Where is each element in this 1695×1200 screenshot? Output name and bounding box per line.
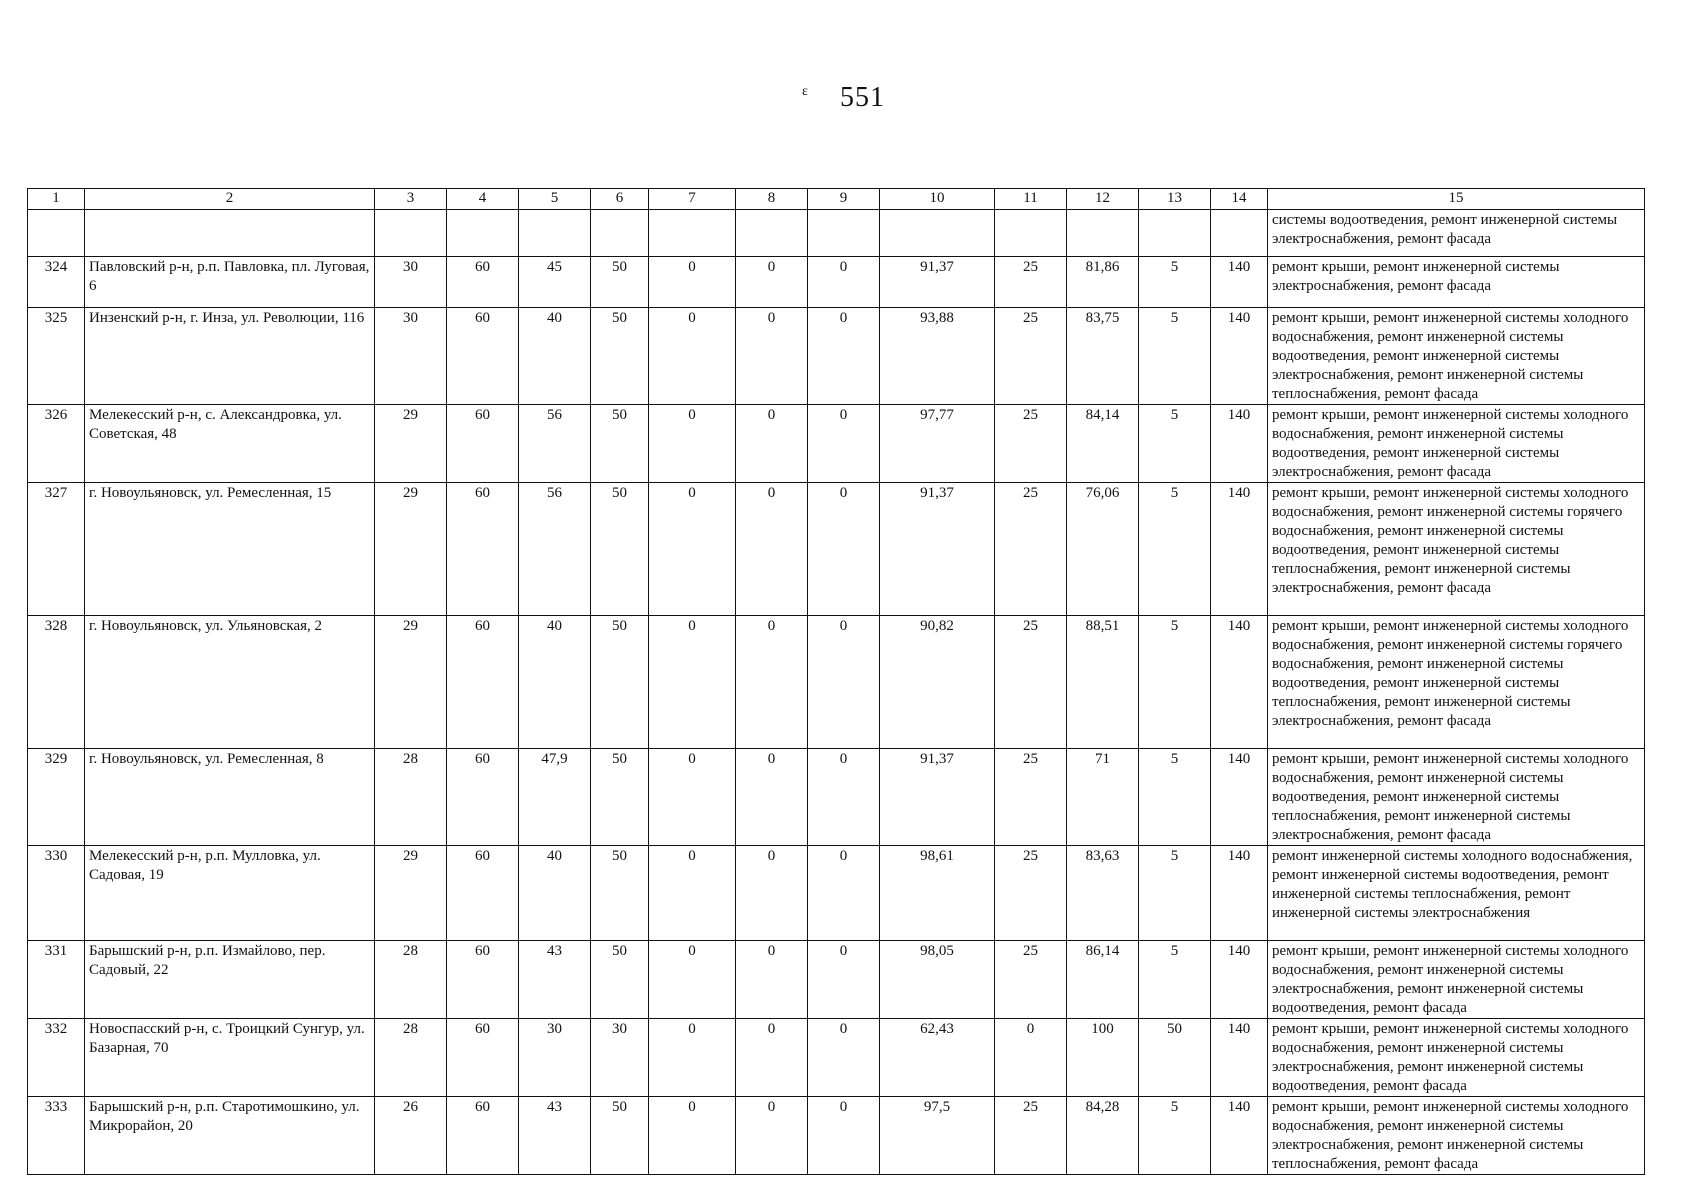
column-number: 15 <box>1268 189 1645 210</box>
column-number: 5 <box>519 189 591 210</box>
table-row <box>28 257 1645 308</box>
cell-value: 83,63 <box>1067 846 1139 941</box>
cell-value: 5 <box>1139 846 1211 941</box>
cell-value: 5 <box>1139 483 1211 616</box>
cell-row-number: 325 <box>28 308 85 405</box>
cell-row-number: 332 <box>28 1019 85 1097</box>
cell-value: 98,61 <box>880 846 995 941</box>
cell-value: 25 <box>995 405 1067 483</box>
cell-address: Мелекесский р-н, р.п. Мулловка, ул. Садовая, 19 <box>85 846 375 941</box>
cell-row-number: 324 <box>28 257 85 308</box>
cell-value: 60 <box>447 749 519 846</box>
cell-value: 29 <box>375 846 447 941</box>
cell-value: 62,43 <box>880 1019 995 1097</box>
cell-value: 140 <box>1211 846 1268 941</box>
cell-value: 5 <box>1139 405 1211 483</box>
cell-value: 0 <box>808 616 880 749</box>
cell-value: 50 <box>591 846 649 941</box>
cell-works: ремонт крыши, ремонт инженерной системы холодного водоснабжения, ремонт инженерной системы водоотведения, ремонт инженерной системы электроснабжения, ремонт инженерной системы теплоснабжения, ремонт фасада <box>1268 308 1645 405</box>
cell-value: 0 <box>736 1019 808 1097</box>
table-row <box>28 1019 1645 1097</box>
cell-value: 71 <box>1067 749 1139 846</box>
cell-value: 5 <box>1139 749 1211 846</box>
column-number: 8 <box>736 189 808 210</box>
cell-value: 0 <box>649 941 736 1019</box>
table-row <box>28 483 1645 616</box>
cell-value: 5 <box>1139 941 1211 1019</box>
column-number: 11 <box>995 189 1067 210</box>
cell-works: ремонт крыши, ремонт инженерной системы холодного водоснабжения, ремонт инженерной системы водоотведения, ремонт инженерной системы электроснабжения, ремонт фасада <box>1268 405 1645 483</box>
cell-value: 0 <box>736 257 808 308</box>
cell-value: 84,28 <box>1067 1097 1139 1175</box>
cell-value: 97,77 <box>880 405 995 483</box>
cell-value: 0 <box>736 749 808 846</box>
page-number: 551 <box>840 82 885 113</box>
cell-value: 50 <box>591 1097 649 1175</box>
cell-works: ремонт крыши, ремонт инженерной системы холодного водоснабжения, ремонт инженерной системы водоотведения, ремонт инженерной системы теплоснабжения, ремонт инженерной системы электроснабжения, ремонт фасада <box>1268 749 1645 846</box>
cell-value: 0 <box>736 405 808 483</box>
cell-value: 50 <box>1139 1019 1211 1097</box>
cell-value: 50 <box>591 749 649 846</box>
cell-value: 91,37 <box>880 483 995 616</box>
cell-address: Инзенский р-н, г. Инза, ул. Революции, 116 <box>85 308 375 405</box>
column-number: 1 <box>28 189 85 210</box>
cell-value: 0 <box>808 405 880 483</box>
cell-works: ремонт крыши, ремонт инженерной системы холодного водоснабжения, ремонт инженерной системы электроснабжения, ремонт инженерной системы теплоснабжения, ремонт фасада <box>1268 1097 1645 1175</box>
cell-address: г. Новоульяновск, ул. Ремесленная, 15 <box>85 483 375 616</box>
cell-works: ремонт крыши, ремонт инженерной системы холодного водоснабжения, ремонт инженерной системы горячего водоснабжения, ремонт инженерной системы водоотведения, ремонт инженерной системы теплоснабжения, ремонт инженерной системы электроснабжения, ремонт фасада <box>1268 483 1645 616</box>
cell-value: 5 <box>1139 308 1211 405</box>
table-row <box>28 941 1645 1019</box>
cell-value: 25 <box>995 846 1067 941</box>
cell-value: 43 <box>519 1097 591 1175</box>
cell-works: ремонт крыши, ремонт инженерной системы холодного водоснабжения, ремонт инженерной системы электроснабжения, ремонт инженерной системы водоотведения, ремонт фасада <box>1268 941 1645 1019</box>
cell-value: 50 <box>591 405 649 483</box>
cell-value: 60 <box>447 1097 519 1175</box>
cell-value: 98,05 <box>880 941 995 1019</box>
cell-value: 60 <box>447 1019 519 1097</box>
table-row <box>28 749 1645 846</box>
cell-value: 0 <box>649 749 736 846</box>
cell-value: 60 <box>447 308 519 405</box>
cell-value: 91,37 <box>880 749 995 846</box>
cell-value: 60 <box>447 405 519 483</box>
cell-value: 29 <box>375 483 447 616</box>
cell-value: 30 <box>375 308 447 405</box>
column-number: 6 <box>591 189 649 210</box>
cell-value: 30 <box>591 1019 649 1097</box>
cell-works: ремонт крыши, ремонт инженерной системы холодного водоснабжения, ремонт инженерной системы горячего водоснабжения, ремонт инженерной системы водоотведения, ремонт инженерной системы теплоснабжения, ремонт инженерной системы электроснабжения, ремонт фасада <box>1268 616 1645 749</box>
column-number: 7 <box>649 189 736 210</box>
cell-works: ремонт крыши, ремонт инженерной системы холодного водоснабжения, ремонт инженерной системы электроснабжения, ремонт инженерной системы водоотведения, ремонт фасада <box>1268 1019 1645 1097</box>
cell-row-number: 330 <box>28 846 85 941</box>
cell-value: 28 <box>375 749 447 846</box>
column-number: 3 <box>375 189 447 210</box>
cell-value: 60 <box>447 616 519 749</box>
cell-value: 45 <box>519 257 591 308</box>
cell-address: Павловский р-н, р.п. Павловка, пл. Луговая, 6 <box>85 257 375 308</box>
cell-value: 0 <box>649 308 736 405</box>
cell-value: 0 <box>649 616 736 749</box>
column-number: 13 <box>1139 189 1211 210</box>
cell-value: 0 <box>736 308 808 405</box>
cell-works: ремонт инженерной системы холодного водоснабжения, ремонт инженерной системы водоотведения, ремонт инженерной системы теплоснабжения, ремонт инженерной системы электроснабжения <box>1268 846 1645 941</box>
cell-value: 0 <box>808 749 880 846</box>
cell-value: 0 <box>736 1097 808 1175</box>
cell-value: 25 <box>995 616 1067 749</box>
cell-value: 83,75 <box>1067 308 1139 405</box>
cell-value: 0 <box>649 1097 736 1175</box>
cell-value: 25 <box>995 257 1067 308</box>
cell-value: 28 <box>375 1019 447 1097</box>
table-row <box>28 846 1645 941</box>
cell-value: 40 <box>519 616 591 749</box>
cell-value: 84,14 <box>1067 405 1139 483</box>
cell-address: Барышский р-н, р.п. Старотимошкино, ул. Микрорайон, 20 <box>85 1097 375 1175</box>
cell-value: 0 <box>649 405 736 483</box>
page-mark: ɛ <box>802 84 808 99</box>
works-continuation: системы водоотведения, ремонт инженерной системы электроснабжения, ремонт фасада <box>1268 210 1645 257</box>
column-number: 12 <box>1067 189 1139 210</box>
column-number: 4 <box>447 189 519 210</box>
cell-value: 25 <box>995 749 1067 846</box>
cell-value: 30 <box>375 257 447 308</box>
cell-value: 25 <box>995 941 1067 1019</box>
cell-value: 40 <box>519 846 591 941</box>
cell-value: 140 <box>1211 257 1268 308</box>
cell-value: 0 <box>649 1019 736 1097</box>
cell-value: 0 <box>649 483 736 616</box>
cell-value: 25 <box>995 483 1067 616</box>
cell-value: 0 <box>808 308 880 405</box>
cell-value: 140 <box>1211 1019 1268 1097</box>
cell-address: г. Новоульяновск, ул. Ульяновская, 2 <box>85 616 375 749</box>
cell-row-number: 326 <box>28 405 85 483</box>
register-table <box>27 188 1645 1175</box>
table-row <box>28 1097 1645 1175</box>
cell-value: 140 <box>1211 941 1268 1019</box>
cell-value: 90,82 <box>880 616 995 749</box>
cell-value: 60 <box>447 483 519 616</box>
cell-value: 25 <box>995 308 1067 405</box>
cell-value: 56 <box>519 483 591 616</box>
cell-value: 140 <box>1211 308 1268 405</box>
column-number: 2 <box>85 189 375 210</box>
table-row <box>28 616 1645 749</box>
cell-value: 0 <box>736 483 808 616</box>
cell-value: 26 <box>375 1097 447 1175</box>
cell-value: 0 <box>649 257 736 308</box>
cell-value: 81,86 <box>1067 257 1139 308</box>
cell-value: 0 <box>808 1097 880 1175</box>
cell-value: 56 <box>519 405 591 483</box>
cell-row-number: 329 <box>28 749 85 846</box>
cell-row-number: 327 <box>28 483 85 616</box>
cell-value: 50 <box>591 616 649 749</box>
column-number: 9 <box>808 189 880 210</box>
cell-value: 88,51 <box>1067 616 1139 749</box>
cell-value: 0 <box>736 941 808 1019</box>
cell-value: 25 <box>995 1097 1067 1175</box>
cell-value: 140 <box>1211 483 1268 616</box>
table-row <box>28 405 1645 483</box>
cell-value: 47,9 <box>519 749 591 846</box>
cell-value: 140 <box>1211 749 1268 846</box>
cell-value: 43 <box>519 941 591 1019</box>
cell-value: 60 <box>447 941 519 1019</box>
cell-value: 60 <box>447 257 519 308</box>
cell-value: 29 <box>375 616 447 749</box>
cell-value: 0 <box>808 483 880 616</box>
cell-value: 29 <box>375 405 447 483</box>
cell-address: г. Новоульяновск, ул. Ремесленная, 8 <box>85 749 375 846</box>
cell-value: 140 <box>1211 405 1268 483</box>
cell-value: 0 <box>649 846 736 941</box>
cell-value: 76,06 <box>1067 483 1139 616</box>
cell-row-number: 333 <box>28 1097 85 1175</box>
cell-value: 97,5 <box>880 1097 995 1175</box>
cell-value: 100 <box>1067 1019 1139 1097</box>
cell-value: 86,14 <box>1067 941 1139 1019</box>
cell-value: 0 <box>808 257 880 308</box>
cell-value: 50 <box>591 483 649 616</box>
cell-value: 140 <box>1211 1097 1268 1175</box>
cell-value: 91,37 <box>880 257 995 308</box>
cell-value: 0 <box>736 846 808 941</box>
cell-value: 50 <box>591 941 649 1019</box>
cell-row-number: 328 <box>28 616 85 749</box>
cell-value: 0 <box>808 1019 880 1097</box>
column-number: 14 <box>1211 189 1268 210</box>
cell-value: 60 <box>447 846 519 941</box>
cell-address: Новоспасский р-н, с. Троицкий Сунгур, ул. Базарная, 70 <box>85 1019 375 1097</box>
cell-value: 50 <box>591 308 649 405</box>
cell-value: 40 <box>519 308 591 405</box>
cell-value: 50 <box>591 257 649 308</box>
cell-value: 0 <box>808 846 880 941</box>
cell-address: Барышский р-н, р.п. Измайлово, пер. Садовый, 22 <box>85 941 375 1019</box>
cell-value: 140 <box>1211 616 1268 749</box>
cell-value: 30 <box>519 1019 591 1097</box>
cell-value: 5 <box>1139 1097 1211 1175</box>
cell-address: Мелекесский р-н, с. Александровка, ул. Советская, 48 <box>85 405 375 483</box>
cell-row-number: 331 <box>28 941 85 1019</box>
column-number-row <box>28 189 1645 210</box>
cell-value: 28 <box>375 941 447 1019</box>
cell-value: 5 <box>1139 616 1211 749</box>
continuation-row <box>28 210 1645 257</box>
cell-works: ремонт крыши, ремонт инженерной системы электроснабжения, ремонт фасада <box>1268 257 1645 308</box>
cell-value: 0 <box>995 1019 1067 1097</box>
table-row <box>28 308 1645 405</box>
cell-value: 5 <box>1139 257 1211 308</box>
cell-value: 0 <box>808 941 880 1019</box>
column-number: 10 <box>880 189 995 210</box>
cell-value: 0 <box>736 616 808 749</box>
cell-value: 93,88 <box>880 308 995 405</box>
